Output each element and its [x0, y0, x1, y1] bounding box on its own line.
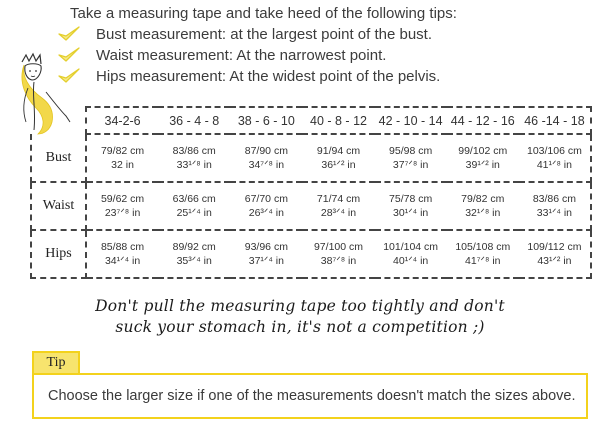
table-cell [230, 134, 302, 182]
tip-text-hips: Hips measurement: At the widest point of the pelvis. [96, 68, 441, 85]
cell-cm: 85/88 cm [100, 241, 145, 253]
table-cell [375, 230, 447, 278]
cell-in: 34¹ᐟ⁴ in [104, 255, 141, 267]
cell-cm: 71/74 cm [316, 193, 361, 205]
cell-in: 37¹ᐟ⁴ in [248, 255, 284, 267]
tip-text-waist: Waist measurement: At the narrowest point. [96, 47, 387, 64]
cell-cm: 99/102 cm [458, 145, 508, 157]
table-cell [375, 134, 447, 182]
size-header-40: 40 - 8 - 12 [302, 107, 374, 134]
cell-cm: 93/96 cm [244, 241, 288, 253]
cell-in: 32¹ᐟ⁸ in [465, 207, 501, 219]
size-header-44: 44 - 12 - 16 [447, 107, 519, 134]
cell-in: 41⁷ᐟ⁸ in [465, 255, 501, 267]
checkmark-icon [58, 25, 80, 43]
cell-cm: 101/104 cm [383, 241, 439, 253]
cell-in: 39¹ᐟ² in [465, 159, 500, 171]
size-table [30, 106, 592, 279]
cell-in: 23⁷ᐟ⁸ in [104, 207, 141, 219]
table-cell [302, 134, 374, 182]
table-cell [86, 134, 158, 182]
table-cell [519, 134, 591, 182]
cell-cm: 75/78 cm [389, 193, 433, 205]
row-label-waist: Waist [31, 182, 86, 230]
cell-in: 32 in [111, 159, 134, 171]
size-header-row [31, 107, 591, 134]
cell-in: 33¹ᐟ⁸ in [176, 159, 212, 171]
table-cell [375, 182, 447, 230]
cell-cm: 83/86 cm [532, 193, 577, 205]
size-header-38: 38 - 6 - 10 [230, 107, 302, 134]
table-row-waist [31, 182, 591, 230]
cell-cm: 105/108 cm [455, 241, 511, 253]
table-cell [302, 182, 374, 230]
cell-cm: 89/92 cm [172, 241, 216, 253]
cell-cm: 91/94 cm [316, 145, 361, 157]
cell-in: 38⁷ᐟ⁸ in [320, 255, 357, 267]
table-corner [31, 107, 86, 134]
cell-in: 36¹ᐟ² in [321, 159, 356, 171]
intro-title: Take a measuring tape and take heed of the following tips: [70, 5, 457, 22]
cell-cm: 87/90 cm [244, 145, 288, 157]
cell-cm: 103/106 cm [526, 145, 582, 157]
table-cell [447, 230, 519, 278]
cell-in: 40¹ᐟ⁴ in [393, 255, 429, 267]
cell-in: 34⁷ᐟ⁸ in [248, 159, 285, 171]
table-cell [158, 182, 230, 230]
cell-cm: 79/82 cm [100, 145, 145, 157]
intro-section [70, 4, 457, 87]
row-label-bust: Bust [31, 134, 86, 182]
table-cell [302, 230, 374, 278]
cell-in: 41¹ᐟ⁸ in [536, 159, 572, 171]
cell-cm: 67/70 cm [244, 193, 288, 205]
cell-cm: 63/66 cm [172, 193, 216, 205]
cell-in: 43¹ᐟ² in [537, 255, 572, 267]
tip-text-bust: Bust measurement: at the largest point of the bust. [96, 26, 433, 43]
tip-box [32, 351, 588, 419]
cell-cm: 59/62 cm [100, 193, 145, 205]
tip-item-hips [70, 67, 457, 87]
cell-cm: 83/86 cm [172, 145, 216, 157]
measuring-note [40, 296, 560, 338]
tip-item-waist [70, 46, 457, 66]
table-cell [519, 182, 591, 230]
size-header-36: 36 - 4 - 8 [158, 107, 230, 134]
table-cell [86, 230, 158, 278]
table-cell [158, 134, 230, 182]
table-cell [519, 230, 591, 278]
table-cell [447, 134, 519, 182]
table-cell [158, 230, 230, 278]
table-cell [86, 182, 158, 230]
size-header-46: 46 -14 - 18 [519, 107, 591, 134]
cell-cm: 79/82 cm [461, 193, 505, 205]
cell-in: 28³ᐟ⁴ in [320, 207, 357, 219]
tip-item-bust [70, 25, 457, 45]
tip-label: Tip [32, 351, 80, 373]
note-line-2: suck your stomach in, it's not a competition ;) [115, 318, 485, 336]
table-row-hips [31, 230, 591, 278]
size-header-42: 42 - 10 - 14 [375, 107, 447, 134]
table-cell [230, 182, 302, 230]
note-line-1: Don't pull the measuring tape too tightly and don't [95, 297, 505, 315]
cell-in: 26³ᐟ⁴ in [248, 207, 284, 219]
cell-cm: 97/100 cm [313, 241, 363, 253]
cell-in: 37⁷ᐟ⁸ in [392, 159, 429, 171]
cell-cm: 95/98 cm [389, 145, 433, 157]
cell-in: 33¹ᐟ⁴ in [536, 207, 573, 219]
cell-in: 25¹ᐟ⁴ in [176, 207, 212, 219]
cell-in: 30¹ᐟ⁴ in [393, 207, 429, 219]
size-header-34: 34-2-6 [86, 107, 158, 134]
cell-in: 35³ᐟ⁴ in [176, 255, 212, 267]
tip-text: Choose the larger size if one of the measurements doesn't match the sizes above. [32, 373, 588, 419]
table-cell [230, 230, 302, 278]
cell-cm: 109/112 cm [527, 241, 582, 253]
row-label-hips: Hips [31, 230, 86, 278]
table-cell [447, 182, 519, 230]
table-row-bust [31, 134, 591, 182]
